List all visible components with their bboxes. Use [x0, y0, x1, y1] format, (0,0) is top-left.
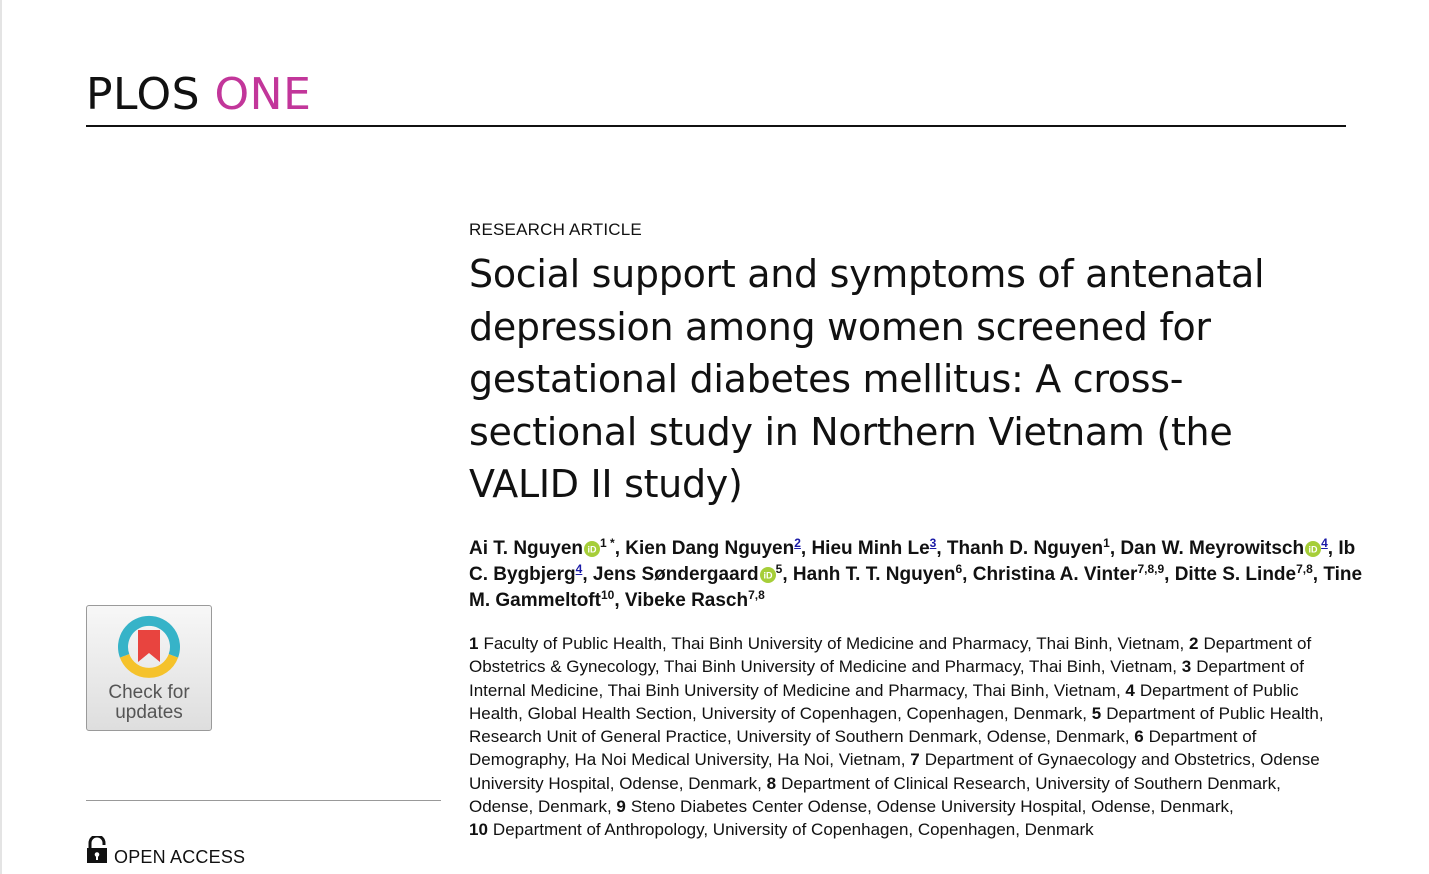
affiliation-ref[interactable]: 4 [1321, 536, 1328, 550]
affiliation-text: Department of Public Health, Global Health Section, University of Copenhagen, Copenhagen, Denmark, [469, 680, 1299, 723]
author-item[interactable] [793, 564, 962, 585]
affiliation-text: Department of Gynaecology and Obstetrics, Odense University Hospital, Odense, Denmark, [469, 750, 1320, 793]
affiliation-number: 3 [1181, 657, 1192, 677]
affiliation-ref: 10 [600, 588, 615, 602]
author-name[interactable]: Ai T. Nguyen [469, 538, 584, 559]
svg-text:iD: iD [587, 544, 597, 555]
orcid-icon[interactable] [760, 567, 776, 583]
sidebar-divider [86, 800, 441, 801]
logo-plos-text: PLOS [86, 69, 201, 120]
logo-one-text: ONE [214, 69, 312, 120]
author-item[interactable] [593, 564, 782, 585]
author-item[interactable] [625, 590, 765, 611]
affiliation-ref: 7,8 [1296, 562, 1313, 576]
affiliation-number: 4 [1125, 680, 1135, 700]
affiliation-number: 1 [469, 634, 479, 653]
check-for-updates-badge[interactable] [86, 605, 212, 731]
affiliation-number: 2 [1189, 634, 1199, 653]
page-left-border [0, 0, 2, 874]
header-divider [86, 125, 1346, 127]
affiliation-text: Faculty of Public Health, Thai Binh University of Medicine and Pharmacy, Thai Binh, Vietnam, [483, 634, 1185, 653]
author-name[interactable]: Dan W. Meyrowitsch [1120, 538, 1305, 559]
author-name[interactable]: Ditte S. Linde [1174, 564, 1297, 585]
author-name[interactable]: Jens Søndergaard [592, 564, 759, 585]
affiliation-text: Department of Clinical Research, University of Southern Denmark, Odense, Denmark, [469, 773, 1281, 817]
affiliation-ref: 5 [775, 562, 783, 576]
affiliation-list [469, 632, 1349, 842]
affiliation-ref: 1 [1103, 536, 1110, 550]
affiliation-item [616, 797, 1233, 816]
article-type: RESEARCH ARTICLE [469, 220, 642, 239]
author-name[interactable]: Tine M. Gammeltoft [469, 564, 1363, 611]
author-item[interactable] [1175, 564, 1313, 585]
affiliation-number: 7 [910, 750, 920, 770]
affiliation-ref: 7,8 [748, 588, 765, 602]
author-name[interactable]: Hanh T. T. Nguyen [792, 564, 956, 585]
open-lock-icon [86, 836, 108, 864]
orcid-icon[interactable] [1305, 541, 1321, 557]
author-name[interactable]: Vibeke Rasch [624, 590, 749, 611]
corresponding-author-mark: * [606, 536, 615, 550]
author-item[interactable] [469, 538, 615, 559]
affiliation-item [469, 820, 1094, 839]
journal-logo[interactable] [86, 70, 311, 120]
affiliation-number: 9 [616, 797, 626, 817]
affiliation-text: Department of Public Health, Research Unit of General Practice, University of Southern Denmark, Odense, Denmark, [469, 703, 1324, 747]
author-name[interactable]: Kien Dang Nguyen [625, 538, 795, 559]
affiliation-text: Department of Demography, Ha Noi Medical University, Ha Noi, Vietnam, [469, 727, 1257, 770]
affiliation-ref[interactable]: 2 [794, 536, 801, 550]
author-list: Ai T. Nguyen iD $^{1 *}$, Kien Dang Nguyen$^2$, Hieu Minh Le$^3$, Thanh D. Nguyen$^1$, Dan W. Meyrowitsch iD $^4$, Ib C. Bygbjerg$^4$, Jens Søndergaard iD $^5$, Hanh T. T. Nguyen$^6$, Christina A. Vinter$^{7,8,9}$, Ditte S. Linde$^{7,8}$, Tine M. Gammeltoft$^{10}$, Vibeke Rasch$^{7,8}$ [469, 536, 1363, 611]
affiliation-item [469, 634, 1184, 653]
affiliation-ref[interactable]: 3 [929, 536, 937, 550]
affiliation-ref: 1 * [600, 536, 615, 550]
affiliation-ref: 7,8,9 [1137, 562, 1165, 576]
affiliation-number: 5 [1091, 703, 1102, 723]
orcid-icon[interactable] [584, 541, 600, 557]
check-for-updates-label: Check for updates [108, 682, 190, 723]
affiliation-text: Department of Internal Medicine, Thai Binh University of Medicine and Pharmacy, Thai Binh, Vietnam, [469, 657, 1304, 700]
svg-text:iD: iD [763, 570, 773, 581]
open-access-label: OPEN ACCESS [114, 847, 246, 867]
affiliation-ref: 6 [955, 562, 963, 576]
author-item[interactable] [973, 564, 1164, 585]
author-item[interactable] [811, 538, 936, 559]
affiliation-text: Department of Obstetrics & Gynecology, Thai Binh University of Medicine and Pharmacy, Thai Binh, Vietnam, [469, 634, 1312, 677]
author-item[interactable] [947, 538, 1110, 559]
author-name[interactable]: Christina A. Vinter [972, 564, 1138, 585]
author-name[interactable]: Thanh D. Nguyen [946, 538, 1104, 559]
author-item[interactable] [625, 538, 801, 559]
affiliation-number: 10 [469, 820, 488, 840]
crossmark-icon [114, 611, 184, 681]
affiliation-ref[interactable]: 4 [575, 562, 583, 576]
author-name[interactable]: Ib C. Bygbjerg [469, 538, 1356, 585]
affiliation-number: 6 [1134, 727, 1144, 747]
svg-text:iD: iD [1308, 544, 1318, 555]
affiliation-text: Steno Diabetes Center Odense, Odense University Hospital, Odense, Denmark, [630, 797, 1234, 817]
article-title: Social support and symptoms of antenatal depression among women screened for gestational diabetes mellitus: A cross-sectional study in Northern Vietnam (the VALID II study) [469, 252, 1265, 506]
author-name[interactable]: Hieu Minh Le [811, 538, 930, 559]
affiliation-text: Department of Anthropology, University of Copenhagen, Copenhagen, Denmark [492, 820, 1094, 840]
author-item[interactable] [1120, 538, 1327, 559]
affiliation-number: 8 [766, 773, 777, 793]
